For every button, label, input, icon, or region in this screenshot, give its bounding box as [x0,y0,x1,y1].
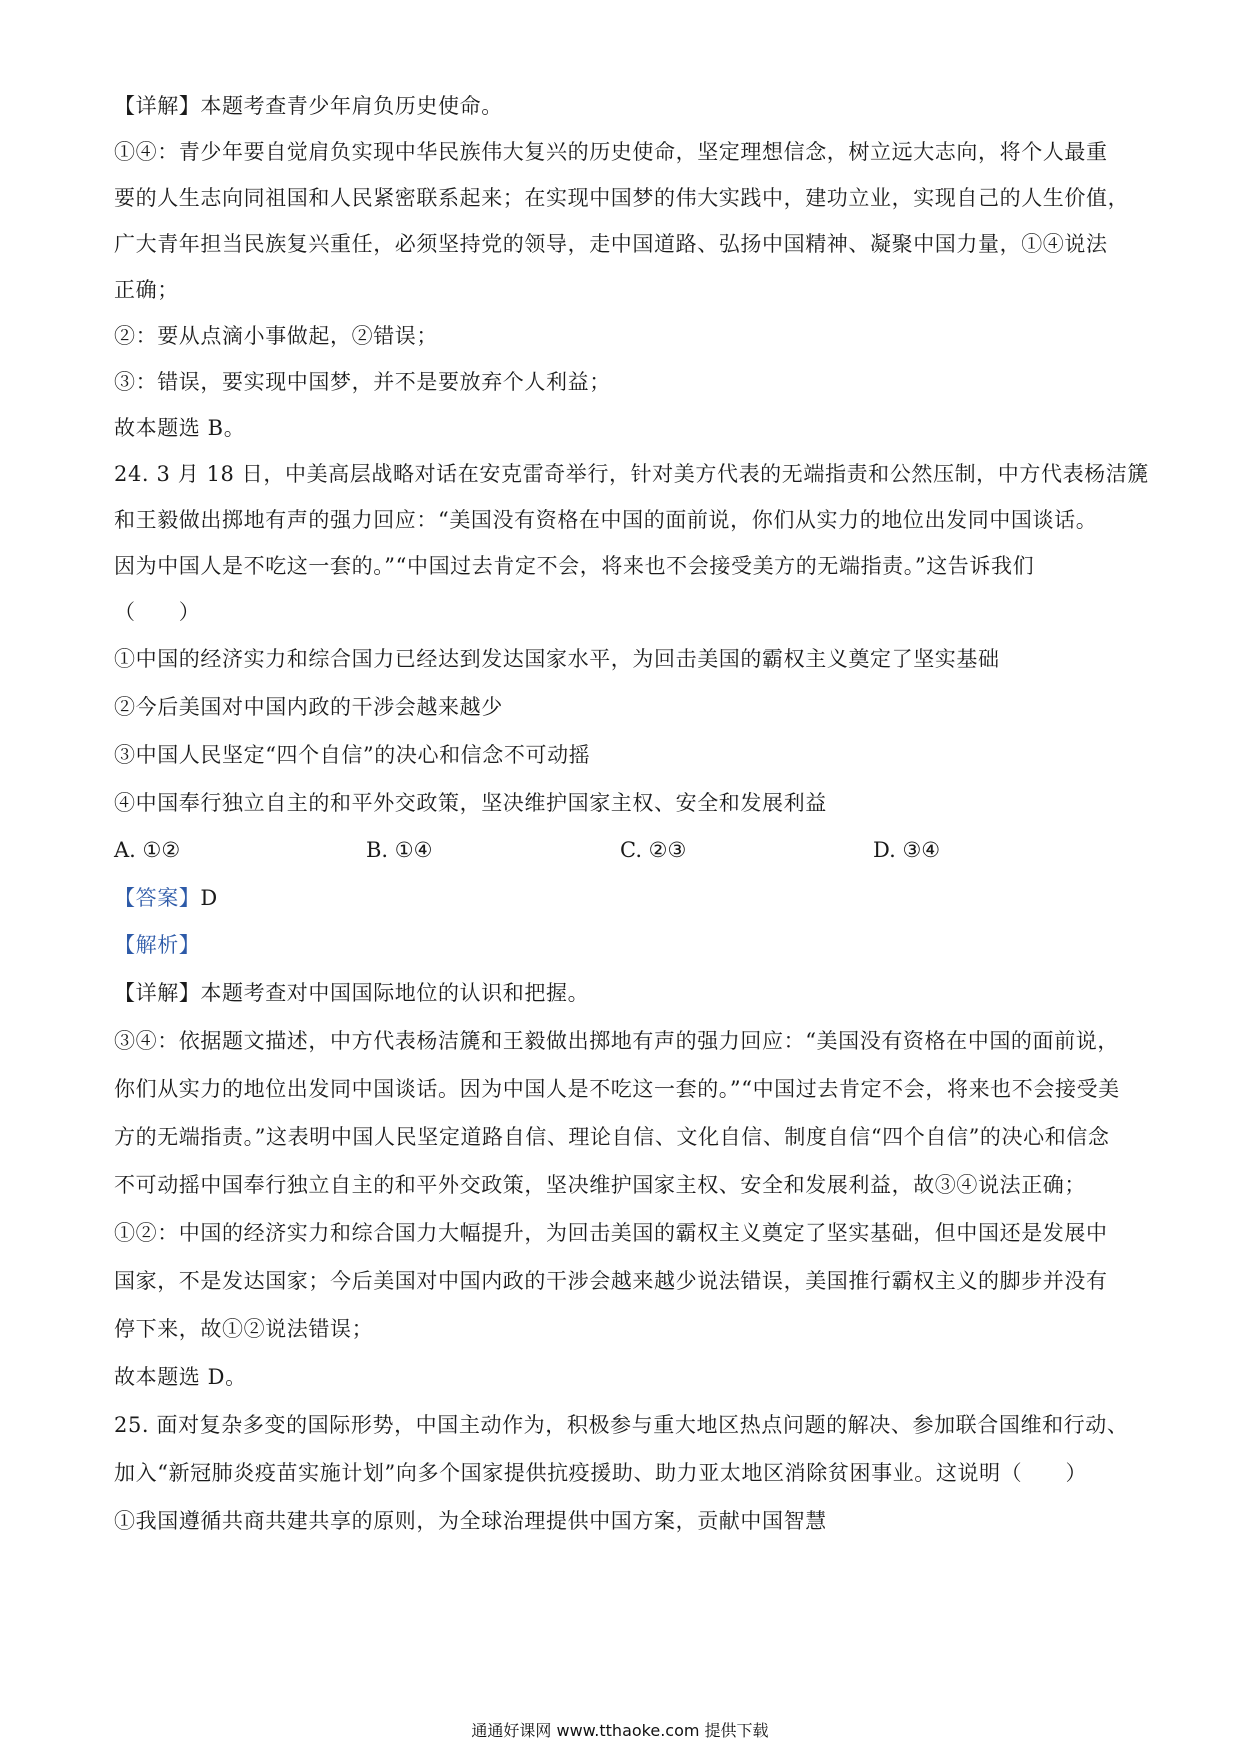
text-line: 正确； [114,278,179,302]
statement-1: ①中国的经济实力和综合国力已经达到发达国家水平，为回击美国的霸权主义奠定了坚实基础 [114,647,1000,671]
question-24-stem: 因为中国人是不吃这一套的。”“中国过去肯定不会，将来也不会接受美方的无端指责。”这告诉我们 [114,554,1035,578]
option-a: A. ①② [114,838,181,862]
option-c: C. ②③ [620,838,687,862]
answer-line [114,884,1144,912]
detail-heading: 【详解】本题考查青少年肩负历史使命。 [114,94,503,118]
statement-1: ①我国遵循共商共建共享的原则，为全球治理提供中国方案，贡献中国智慧 [114,1509,827,1533]
detail-heading: 【详解】本题考查对中国国际地位的认识和把握。 [114,981,590,1005]
question-25-stem: 25. 面对复杂多变的国际形势，中国主动作为，积极参与重大地区热点问题的解决、参加联合国维和行动、 [114,1413,1129,1437]
question-24-stem: 和王毅做出掷地有声的强力回应：“美国没有资格在中国的面前说，你们从实力的地位出发同中国谈话。 [114,508,1098,532]
option-d: D. ③④ [873,838,941,862]
conclusion-line: 故本题选 B。 [114,416,246,440]
explanation-line: 停下来，故①②说法错误； [114,1317,374,1341]
statement-2: ②今后美国对中国内政的干涉会越来越少 [114,695,503,719]
explanation-line: 不可动摇中国奉行独立自主的和平外交政策，坚决维护国家主权、安全和发展利益，故③④说法正确； [114,1173,1086,1197]
statement-4: ④中国奉行独立自主的和平外交政策，坚决维护国家主权、安全和发展利益 [114,791,827,815]
conclusion-line: 故本题选 D。 [114,1365,247,1389]
page-footer: 通通好课网 www.tthaoke.com 提供下载 [471,1721,769,1740]
statement-3: ③中国人民坚定“四个自信”的决心和信念不可动摇 [114,743,591,767]
option-b: B. ①④ [366,838,433,862]
explanation-line: 方的无端指责。”这表明中国人民坚定道路自信、理论自信、文化自信、制度自信“四个自信”的决心和信念 [114,1125,1110,1149]
text-line: ③：错误，要实现中国梦，并不是要放弃个人利益； [114,370,611,394]
answer-value: D [200,886,218,910]
explanation-line: 你们从实力的地位出发同中国谈话。因为中国人是不吃这一套的。”“中国过去肯定不会，将来也不会接受美 [114,1077,1120,1101]
question-24-stem: 24. 3 月 18 日，中美高层战略对话在安克雷奇举行，针对美方代表的无端指责和公然压制，中方代表杨洁篪 [114,462,1149,486]
explanation-line: ①②：中国的经济实力和综合国力大幅提升，为回击美国的霸权主义奠定了坚实基础，但中国还是发展中 [114,1221,1108,1245]
answer-tag: 【答案】 [114,886,201,910]
explanation-line: ③④：依据题文描述，中方代表杨洁篪和王毅做出掷地有声的强力回应：“美国没有资格在中国的面前说， [114,1029,1119,1053]
question-25-stem: 加入“新冠肺炎疫苗实施计划”向多个国家提供抗疫援助、助力亚太地区消除贫困事业。这说明（ ） [114,1461,1088,1485]
explanation-line: 国家，不是发达国家；今后美国对中国内政的干涉会越来越少说法错误，美国推行霸权主义的脚步并没有 [114,1269,1108,1293]
question-24-blank: （ ） [114,600,201,624]
text-line: 要的人生志向同祖国和人民紧密联系起来；在实现中国梦的伟大实践中，建功立业，实现自己的人生价值， [114,186,1130,210]
text-line: 广大青年担当民族复兴重任，必须坚持党的领导，走中国道路、弘扬中国精神、凝聚中国力量，①④说法 [114,232,1108,256]
text-line: ②：要从点滴小事做起，②错误； [114,324,438,348]
text-line: ①④：青少年要自觉肩负实现中华民族伟大复兴的历史使命，坚定理想信念，树立远大志向，将个人最重 [114,140,1108,164]
analysis-tag: 【解析】 [114,933,201,957]
